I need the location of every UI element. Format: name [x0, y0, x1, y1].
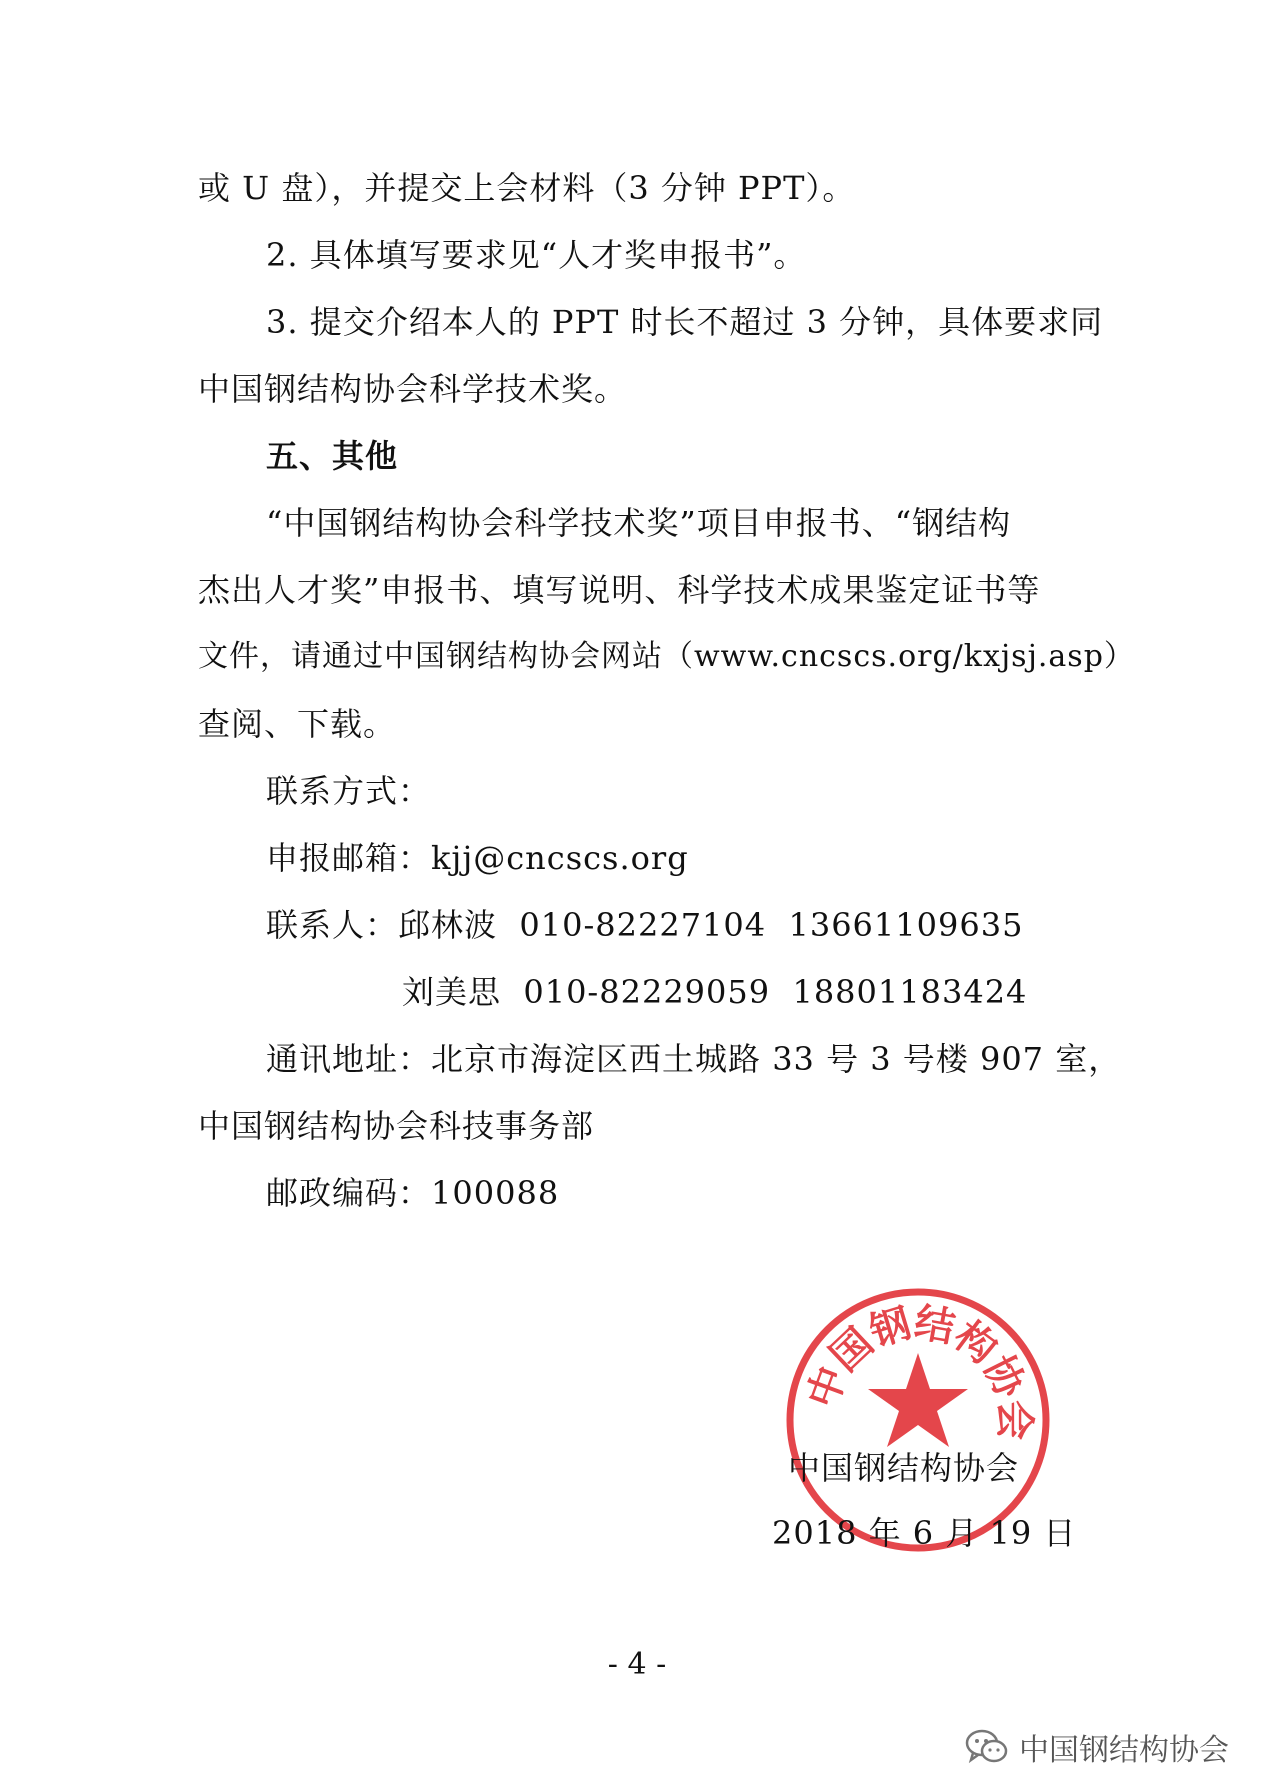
stamp-character: 构	[945, 1312, 1006, 1374]
page-number: - 4 -	[607, 1647, 667, 1682]
address-line-2: 中国钢结构协会科技事务部	[198, 1107, 595, 1145]
watermark	[965, 1722, 1229, 1772]
paragraph-line: 查阅、下载。	[198, 705, 397, 743]
watermark-text: 中国钢结构协会	[1019, 1733, 1229, 1768]
signature-date: 2018 年 6 月 19 日	[772, 1514, 1077, 1552]
postcode-label: 邮政编码：	[266, 1174, 432, 1212]
stamp-character: 会	[991, 1400, 1037, 1440]
contact-title: 联系方式：	[266, 772, 432, 810]
paragraph-line: 2. 具体填写要求见“人才奖申报书”。	[266, 236, 807, 274]
stamp-character: 国	[821, 1319, 883, 1381]
stamp-character: 钢	[864, 1300, 917, 1356]
paragraph-line: “中国钢结构协会科学技术奖”项目申报书、“钢结构	[266, 504, 1012, 542]
address-label: 通讯地址：	[266, 1040, 432, 1078]
postcode-row	[266, 1173, 559, 1213]
paragraph-line: 或 U 盘），并提交上会材料（3 分钟 PPT）。	[198, 169, 856, 207]
address-value: 北京市海淀区西土城路 33 号 3 号楼 907 室，	[431, 1040, 1122, 1078]
contact-person-label: 联系人：	[266, 906, 399, 944]
paragraph-line: 杰出人才奖”申报书、填写说明、科学技术成果鉴定证书等	[198, 571, 1041, 609]
section-heading: 五、其他	[266, 437, 399, 475]
stamp-character: 协	[974, 1348, 1034, 1406]
contact-person-2: 刘美思 010-82229059 18801183424	[402, 973, 1028, 1011]
stamp-character: 中	[799, 1360, 857, 1414]
paragraph-line: 中国钢结构协会科学技术奖。	[198, 370, 628, 408]
paragraph-line: 3. 提交介绍本人的 PPT 时长不超过 3 分钟，具体要求同	[266, 303, 1104, 341]
email-label: 申报邮箱：	[266, 839, 432, 877]
contact-person-row	[266, 905, 1023, 945]
paragraph-line: 文件，请通过中国钢结构协会网站（www.cncscs.org/kxjsj.asp）	[198, 639, 1135, 674]
signature-organization: 中国钢结构协会	[788, 1449, 1020, 1487]
stamp-character: 结	[911, 1299, 959, 1352]
postcode-value: 100088	[431, 1174, 560, 1212]
email-row	[266, 838, 689, 878]
email-value: kjj@cncscs.org	[431, 839, 689, 877]
contact-person-1: 邱林波 010-82227104 13661109635	[398, 906, 1024, 944]
address-row	[266, 1039, 1121, 1079]
wechat-icon	[965, 1729, 1009, 1765]
